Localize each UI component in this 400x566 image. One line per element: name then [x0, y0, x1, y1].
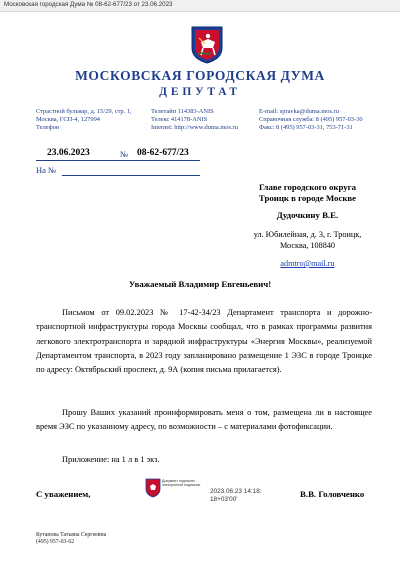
window-title-bar	[0, 0, 400, 12]
teletype-line: Телетайп 114383-ANIS	[151, 108, 214, 115]
on-number-label: На №	[36, 165, 57, 175]
body-paragraph: Письмом от 09.02.2023 № 17-42-34/23 Департамент транспорта и дорожно-транспортной инфраструктуры города Москвы сообщал, что в рамках программы развития легкового электротранспорта и зарядной инфраструктуры «Энергия Москвы», реализуемой Департаментом транспорта, в 2023 году запланировано размещение 1 ЭЗС в городе Троицке по адресу: Октябрьский проспект, д. 9А (копия письма прилагается).	[36, 308, 372, 375]
executor-name: Кутапова Татьяна Сергеевна	[36, 532, 107, 538]
body-paragraph: Прошу Ваших указаний проинформировать меня о том, размещена ли в настоящее время ЭЗС по указанному адресу, по возможности – с материалами фотофиксации.	[36, 408, 372, 432]
org-role: ДЕПУТАТ	[159, 86, 241, 98]
postal-line: Москва, 108840	[279, 241, 336, 250]
address-line: Страстной бульвар, д. 15/29, стр. 1,	[36, 108, 132, 115]
address-line: Москва, ГСП-4, 127994	[36, 116, 100, 124]
postal-line: ул. Юбилейная, д. 3, г. Троицк,	[253, 230, 362, 239]
number-symbol: №	[120, 149, 129, 159]
registration-date: 23.06.2023	[47, 148, 90, 158]
contact-telex-block	[151, 108, 238, 133]
contact-address-block	[36, 108, 132, 133]
signature-datetime: 2023.06.23 14:18:	[210, 488, 262, 495]
addressee-postal	[220, 229, 395, 251]
stamp-line: Документ подписан	[162, 479, 195, 483]
addressee-email-link[interactable]: admtro@mail.ru	[280, 259, 335, 268]
signer-name: В.В. Головченко	[300, 489, 365, 499]
help-line: Справочная служба: 8 (495) 957-03-30	[259, 116, 363, 124]
on-number-underline	[62, 175, 200, 176]
contact-mail-block	[259, 108, 363, 133]
executor-phone: (495) 957-03-62	[36, 539, 75, 546]
org-title: МОСКОВСКАЯ ГОРОДСКАЯ ДУМА	[75, 68, 325, 83]
fax-line: Факс: 8 (495) 957-03-31, 753-71-31	[259, 124, 353, 132]
stamp-line: электронной подписью	[162, 483, 201, 488]
window-title: Московская городская Дума № 08-62-677/23 от 23.06.2023	[4, 1, 173, 8]
address-line: Телефон	[36, 124, 60, 132]
e-signature-stamp	[162, 479, 208, 488]
addressee-position	[220, 182, 395, 204]
registration-number: 08-62-677/23	[137, 148, 189, 158]
internet-line: Internet: http://www.duma.mos.ru	[151, 124, 238, 132]
moscow-coat-of-arms-icon	[145, 478, 161, 498]
executor-info	[36, 532, 106, 547]
attachment-note: Приложение: на 1 л в 1 экз.	[62, 455, 160, 464]
email-line: E-mail: spravka@duma.mos.ru	[259, 108, 339, 115]
greeting: Уважаемый Владимир Евгеньевич!	[128, 279, 272, 289]
addressee-name: Дудочкину В.Е.	[276, 210, 339, 220]
signature-timezone: 18+03'00'	[210, 496, 238, 503]
signature-timestamp	[210, 488, 262, 504]
closing: С уважением,	[36, 489, 91, 499]
addressee-position-line: Главе городского округа	[258, 182, 357, 192]
addressee-position-line: Троицк в городе Москве	[258, 193, 357, 203]
telex-line: Телекс 414178-ANIS	[151, 116, 208, 124]
registration-underline	[36, 160, 200, 161]
moscow-coat-of-arms-icon	[191, 26, 223, 64]
